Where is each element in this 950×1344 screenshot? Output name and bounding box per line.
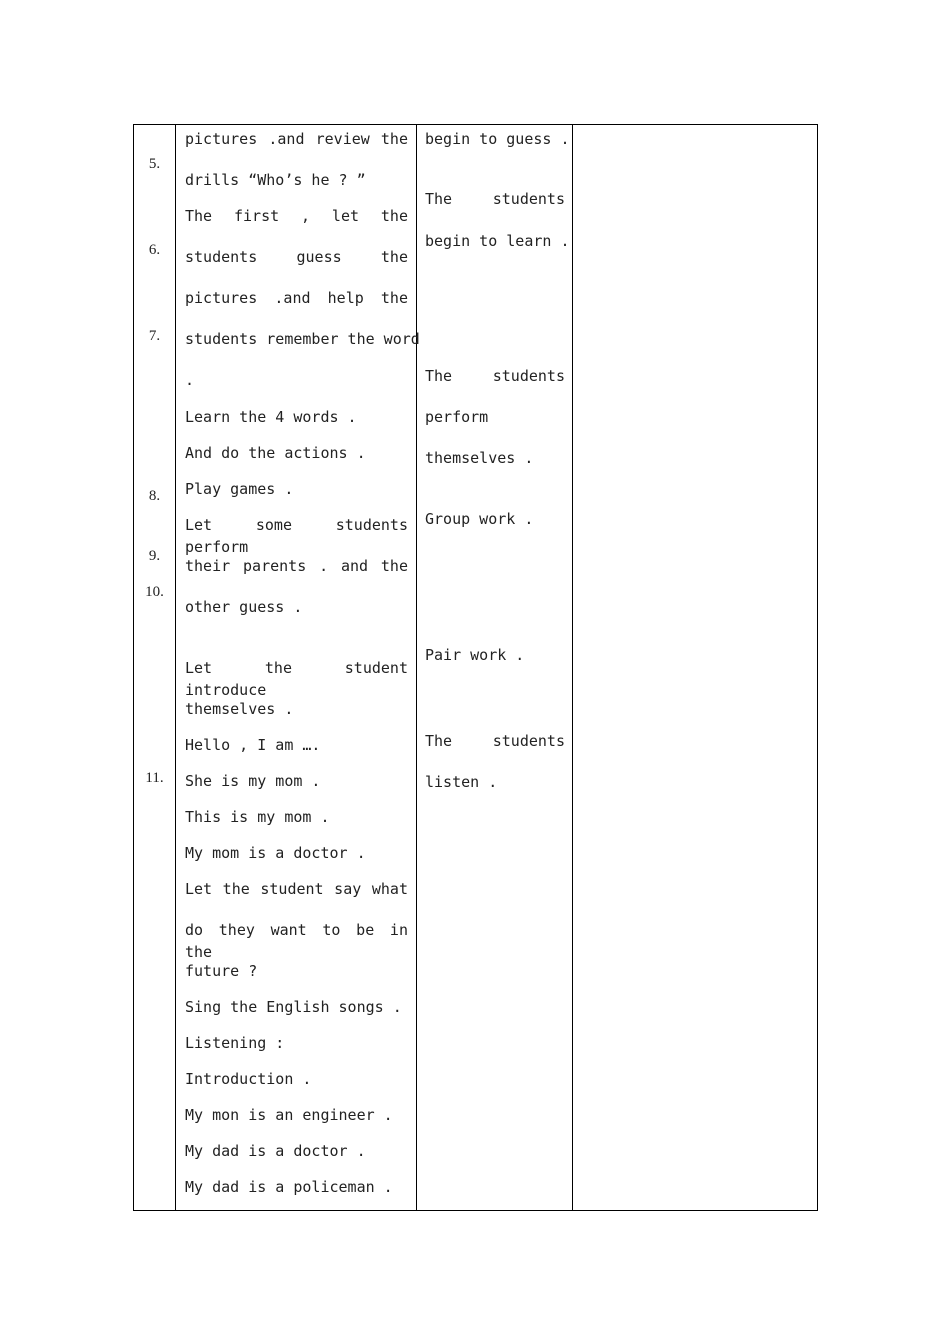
procedure-line: Play games .	[185, 480, 294, 498]
step-number: 11.	[145, 770, 164, 786]
activity-line: begin to learn .	[425, 232, 570, 250]
column-divider	[416, 125, 417, 1210]
procedure-line: other guess .	[185, 598, 303, 616]
procedure-line: This is my mom .	[185, 808, 330, 826]
procedure-line: My dad is a doctor .	[185, 1142, 366, 1160]
step-number: 7.	[148, 328, 161, 344]
procedure-line: Let some students perform	[185, 516, 408, 556]
activity-line: themselves .	[425, 449, 534, 467]
step-number: 8.	[148, 488, 161, 504]
procedure-line: students remember the word	[185, 330, 420, 348]
procedure-line: Listening :	[185, 1034, 285, 1052]
procedure-line: My dad is a policeman .	[185, 1178, 393, 1196]
procedure-line: themselves .	[185, 700, 294, 718]
step-number: 5.	[148, 156, 161, 172]
procedure-line: Let the student introduce	[185, 659, 408, 699]
activity-line: The students	[425, 367, 565, 385]
procedure-line: The first , let the	[185, 207, 408, 225]
activity-line: Pair work .	[425, 646, 525, 664]
activity-line: The students	[425, 190, 565, 208]
procedure-line: their parents . and the	[185, 557, 408, 575]
step-number: 10.	[145, 584, 164, 600]
procedure-line: Introduction .	[185, 1070, 312, 1088]
activity-line: begin to guess .	[425, 130, 570, 148]
lesson-plan-table	[133, 124, 818, 1211]
procedure-line: pictures .and review the	[185, 130, 408, 148]
procedure-line: And do the actions .	[185, 444, 366, 462]
activity-line: The students	[425, 732, 565, 750]
activity-line: Group work .	[425, 510, 534, 528]
procedure-line: future ?	[185, 962, 258, 980]
activity-line: listen .	[425, 773, 498, 791]
procedure-line: Sing the English songs .	[185, 998, 402, 1016]
procedure-line: pictures .and help the	[185, 289, 408, 307]
column-divider	[175, 125, 176, 1210]
notes-column	[573, 125, 817, 1210]
step-number: 6.	[148, 242, 161, 258]
procedure-line: Let the student say what	[185, 880, 408, 898]
procedure-line: do they want to be in the	[185, 921, 408, 961]
procedure-line: Learn the 4 words .	[185, 408, 357, 426]
procedure-line: My mom is a doctor .	[185, 844, 366, 862]
procedure-line: students guess the	[185, 248, 408, 266]
procedure-line: She is my mom .	[185, 772, 321, 790]
procedure-line: drills “Who’s he ? ”	[185, 171, 366, 189]
activity-line: perform	[425, 408, 489, 426]
procedure-line: Hello , I am ….	[185, 736, 321, 754]
step-number-column	[134, 125, 175, 1210]
procedure-line: .	[185, 371, 195, 389]
step-number: 9.	[148, 548, 161, 564]
procedure-column	[185, 125, 420, 1210]
activity-column	[425, 125, 570, 1210]
procedure-line: My mon is an engineer .	[185, 1106, 393, 1124]
